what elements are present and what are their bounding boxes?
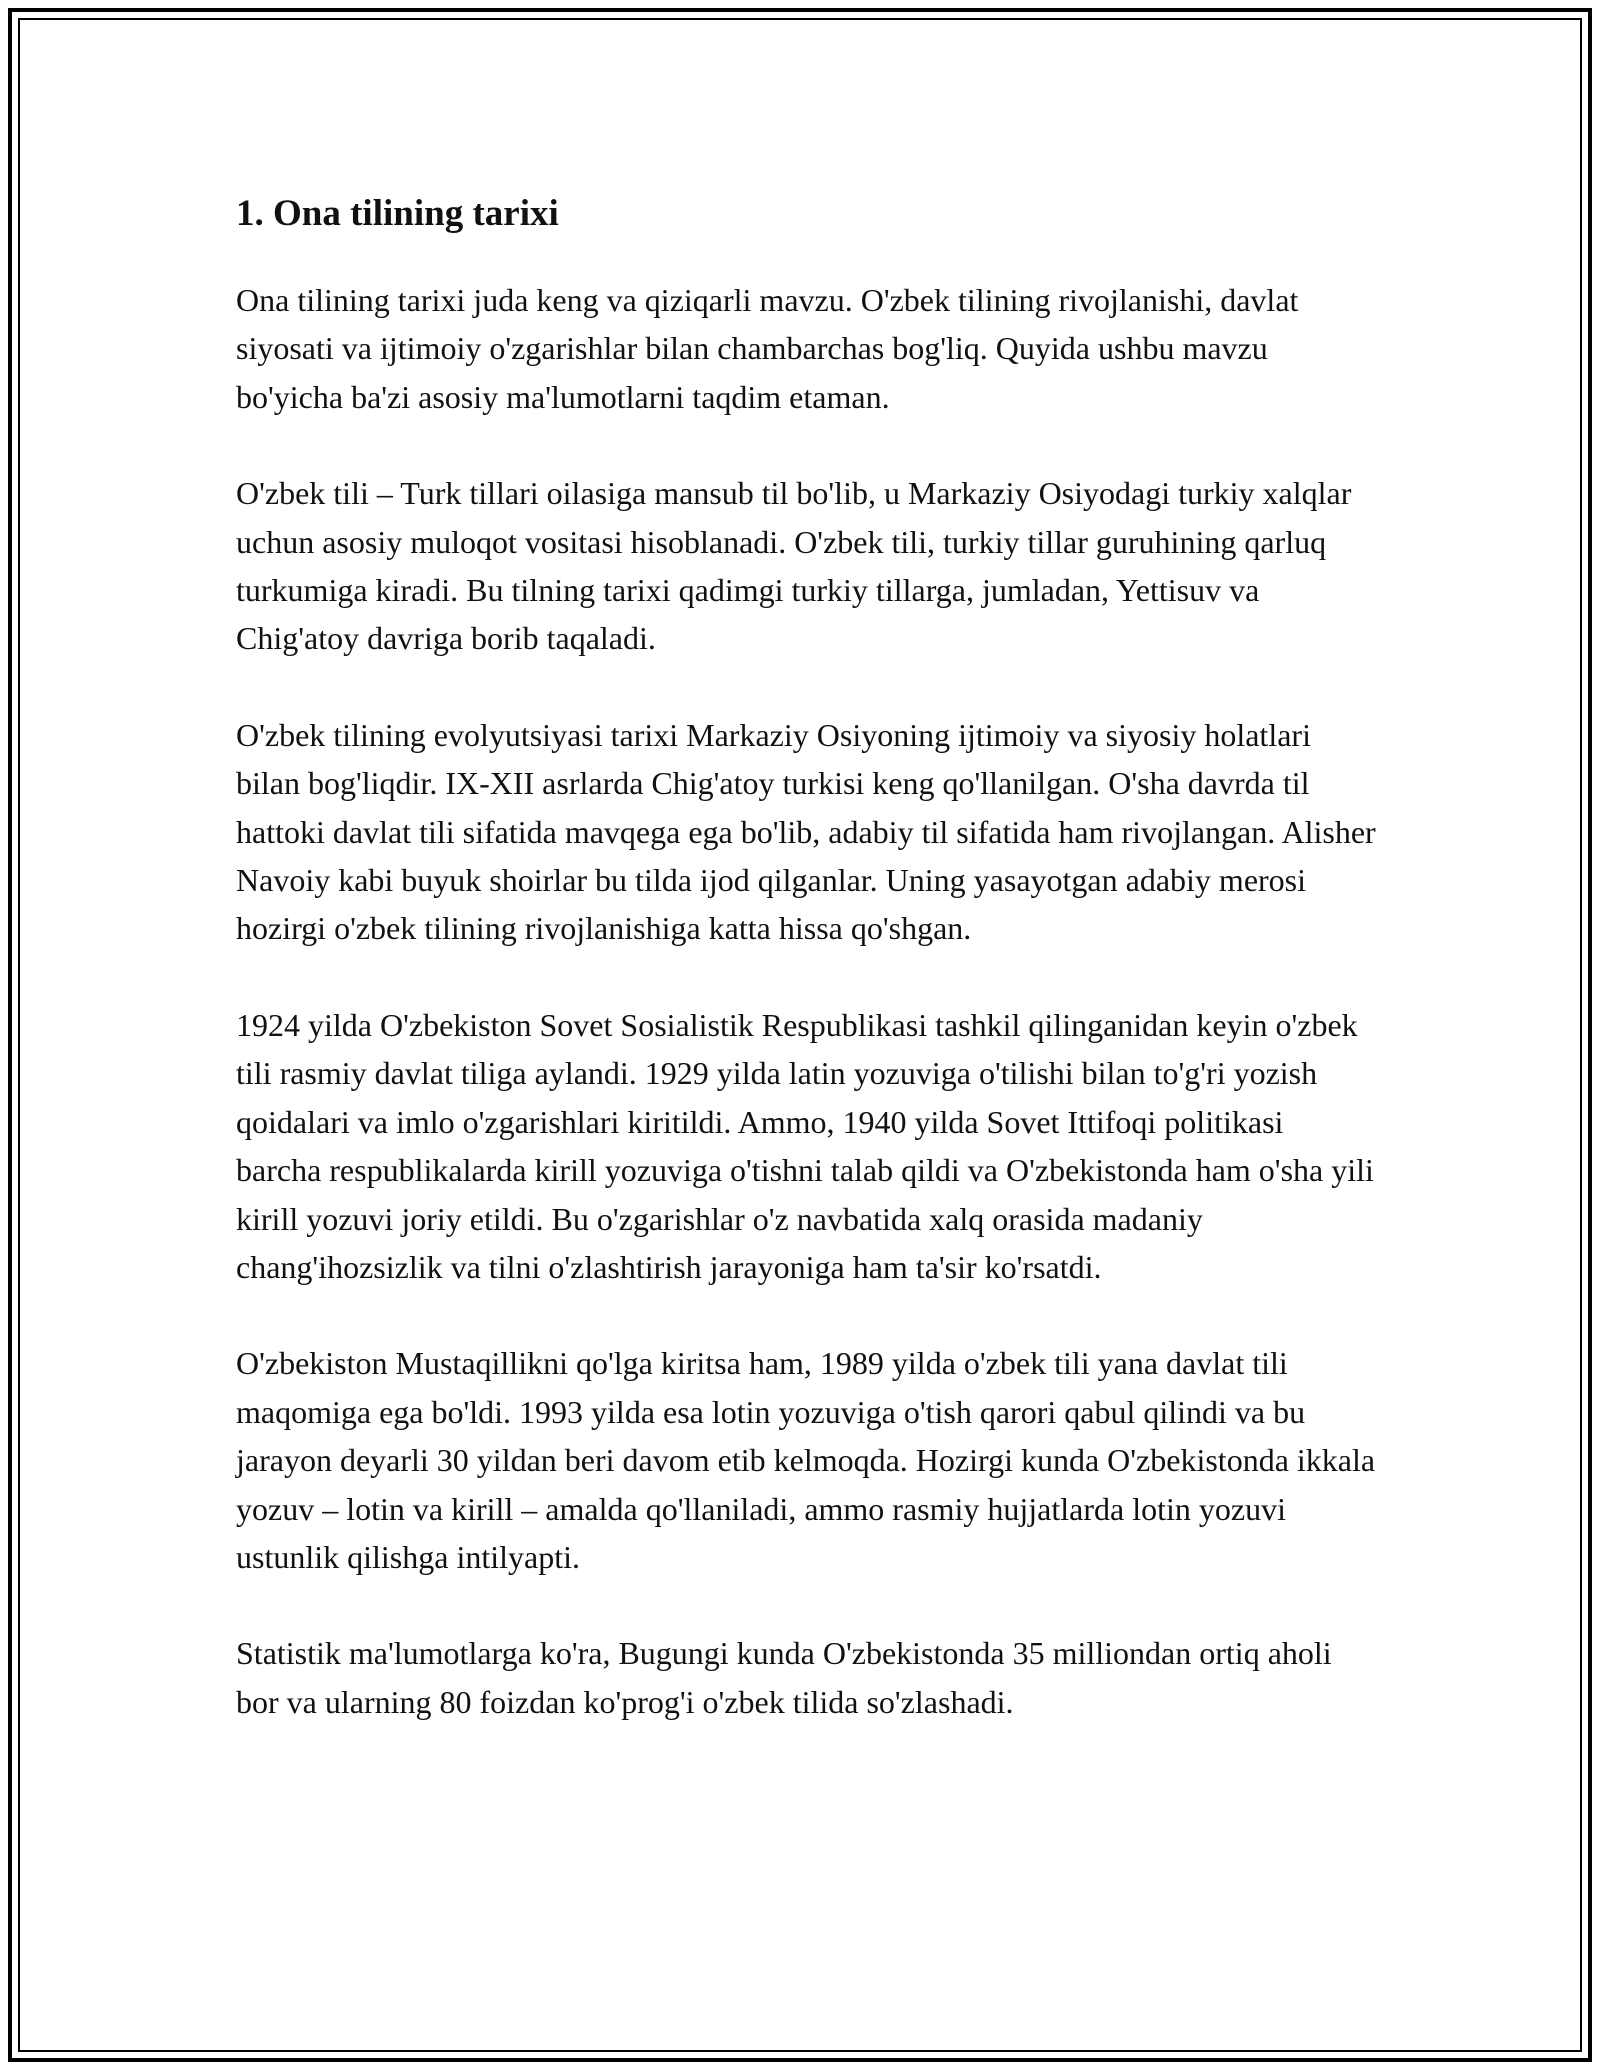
paragraph-independence: O'zbekiston Mustaqillikni qo'lga kiritsa ham, 1989 yilda o'zbek tili yana davlat tili maqomiga ega bo'ldi. 1993 yilda esa lotin yozuviga o'tish qarori qabul qilindi va bu jarayon deyarli 30 yildan beri davom etib kelmoqda. Hozirgi kunda O'zbekistonda ikkala yozuv – lotin va kirill – amalda qo'llaniladi, ammo rasmiy hujjatlarda lotin yozuvi ustunlik qilishga intilyapti. xyxy=(236,1345,1376,1575)
document-body xyxy=(236,188,1376,1774)
paragraph-intro: Ona tilining tarixi juda keng va qiziqarli mavzu. O'zbek tilining rivojlanishi, davlat siyosati va ijtimoiy o'zgarishlar bilan chambarchas bog'liq. Quyida ushbu mavzu bo'yicha ba'zi asosiy ma'lumotlarni taqdim etaman. xyxy=(236,282,1299,415)
paragraph-language-family: O'zbek tili – Turk tillari oilasiga mansub til bo'lib, u Markaziy Osiyodagi turkiy xalqlar uchun asosiy muloqot vositasi hisoblanadi. O'zbek tili, turkiy tillar guruhining qarluq turkumiga kiradi. Bu tilning tarixi qadimgi turkiy tillarga, jumladan, Yettisuv va Chig'atoy davriga borib taqaladi. xyxy=(236,475,1352,657)
paragraph-soviet-period: 1924 yilda O'zbekiston Sovet Sosialistik Respublikasi tashkil qilinganidan keyin o'zbek tili rasmiy davlat tiliga aylandi. 1929 yilda latin yozuviga o'tilishi bilan to'g'ri yozish qoidalari va imlo o'zgarishlari kiritildi. Ammo, 1940 yilda Sovet Ittifoqi politikasi barcha respublikalarda kirill yozuviga o'tishni talab qildi va O'zbekistonda ham o'sha yili kirill yozuvi joriy etildi. Bu o'zgarishlar o'z navbatida xalq orasida madaniy chang'ihozsizlik va tilni o'zlashtirish jarayoniga ham ta'sir ko'rsatdi. xyxy=(236,1006,1374,1285)
document-title: 1. Ona tilining tarixi xyxy=(236,193,559,234)
paragraph-evolution: O'zbek tilining evolyutsiyasi tarixi Markaziy Osiyoning ijtimoiy va siyosiy holatlari bilan bog'liqdir. IX-XII asrlarda Chig'atoy turkisi keng qo'llanilgan. O'sha davrda til hattoki davlat tili sifatida mavqega ega bo'lib, adabiy til sifatida ham rivojlangan. Alisher Navoiy kabi buyuk shoirlar bu tilda ijod qilganlar. Uning yasayotgan adabiy merosi hozirgi o'zbek tilining rivojlanishiga katta hissa qo'shgan. xyxy=(236,716,1376,947)
paragraph-statistics: Statistik ma'lumotlarga ko'ra, Bugungi kunda O'zbekistonda 35 milliondan ortiq aholi bor va ularning 80 foizdan ko'prog'i o'zbek tilida so'zlashadi. xyxy=(236,1635,1332,1720)
